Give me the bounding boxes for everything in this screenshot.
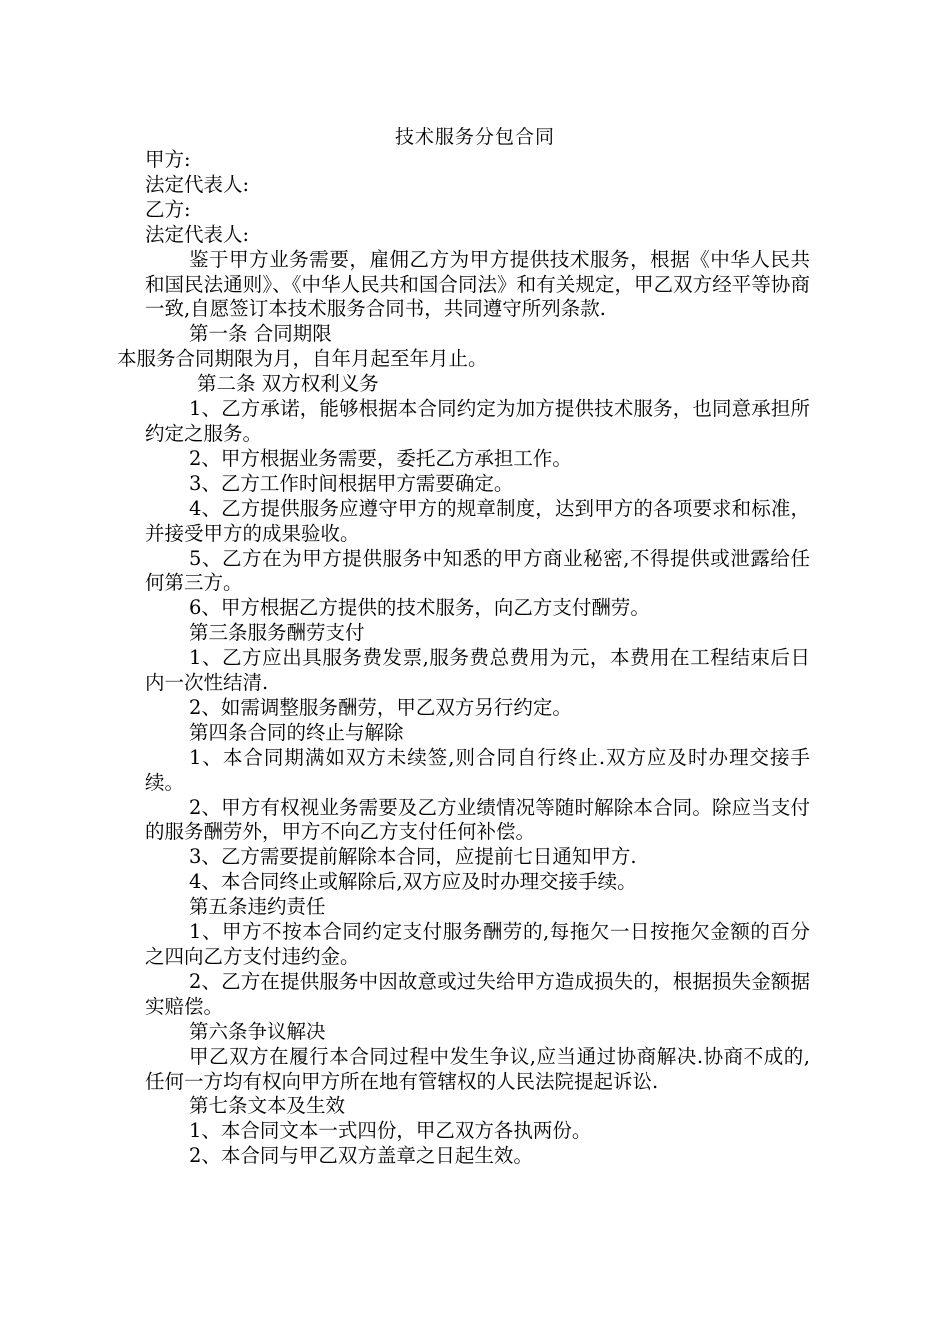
article-4-paragraph-3: 3、乙方需要提前解除本合同，应提前七日通知甲方.: [189, 845, 637, 869]
document-body: [117, 148, 810, 1169]
article-6-paragraph-1: 甲乙双方在履行本合同过程中发生争议,应当通过协商解决.协商不成的,任何一方均有权向甲方所在地有管辖权的人民法院提起诉讼.: [145, 1044, 810, 1093]
article-7-heading: 第七条文本及生效: [189, 1094, 346, 1118]
party-b-rep-line: 法定代表人:: [145, 222, 250, 246]
preamble-paragraph: 鉴于甲方业务需要，雇佣乙方为甲方提供技术服务，根据《中华人民共和国民法通则》、《中华人民共和国合同法》和有关规定，甲乙双方经平等协商一致,自愿签订本技术服务合同书，共同遵守所列条款.: [145, 247, 810, 321]
article-5-paragraph-1: 1、甲方不按本合同约定支付服务酬劳的,每拖欠一日按拖欠金额的百分之四向乙方支付违约金。: [145, 920, 810, 968]
article-6-heading: 第六条争议解决: [189, 1019, 326, 1043]
article-2-paragraph-5: 5、乙方在为甲方提供服务中知悉的甲方商业秘密,不得提供或泄露给任何第三方。: [145, 546, 810, 595]
article-1-paragraph-1: 本服务合同期限为月，自年月起至年月止。: [117, 347, 488, 371]
article-2-paragraph-2: 2、甲方根据业务需要，委托乙方承担工作。: [189, 446, 572, 470]
article-1-heading: 第一条 合同期限: [189, 322, 332, 346]
article-3-heading: 第三条服务酬劳支付: [189, 621, 365, 645]
party-b-line: 乙方:: [145, 197, 191, 221]
article-4-heading: 第四条合同的终止与解除: [189, 720, 404, 744]
party-a-line: 甲方:: [145, 148, 191, 171]
document-title: 技术服务分包合同: [394, 126, 555, 148]
article-2-heading: 第二条 双方权利义务: [197, 372, 379, 396]
article-7-paragraph-1: 1、本合同文本一式四份，甲乙双方各执两份。: [189, 1119, 592, 1143]
article-5-heading: 第五条违约责任: [189, 895, 326, 919]
article-3-paragraph-1: 1、乙方应出具服务费发票,服务费总费用为元，本费用在工程结束后日内一次性结清.: [145, 646, 810, 695]
article-3-paragraph-2: 2、如需调整服务酬劳，甲乙双方另行约定。: [189, 695, 572, 719]
article-2-paragraph-3: 3、乙方工作时间根据甲方需要确定。: [189, 471, 514, 495]
article-2-paragraph-6: 6、甲方根据乙方提供的技术服务，向乙方支付酬劳。: [189, 596, 650, 620]
article-2-paragraph-4: 4、乙方提供服务应遵守甲方的规章制度，达到甲方的各项要求和标准，并接受甲方的成果验收。: [145, 496, 810, 545]
article-4-paragraph-1: 1、本合同期满如双方未续签,则合同自行终止.双方应及时办理交接手续。: [145, 745, 810, 794]
article-4-paragraph-4: 4、本合同终止或解除后,双方应及时办理交接手续。: [189, 870, 637, 894]
article-7-paragraph-2: 2、本合同与甲乙双方盖章之日起生效。: [189, 1144, 533, 1168]
article-5-paragraph-2: 2、乙方在提供服务中因故意或过失给甲方造成损失的，根据损失金额据实赔偿。: [145, 969, 810, 1018]
party-a-rep-line: 法定代表人:: [145, 172, 250, 196]
article-4-paragraph-2: 2、甲方有权视业务需要及乙方业绩情况等随时解除本合同。除应当支付的服务酬劳外，甲方不向乙方支付任何补偿。: [145, 795, 810, 844]
article-2-paragraph-1: 1、乙方承诺，能够根据本合同约定为加方提供技术服务，也同意承担所约定之服务。: [145, 397, 810, 445]
